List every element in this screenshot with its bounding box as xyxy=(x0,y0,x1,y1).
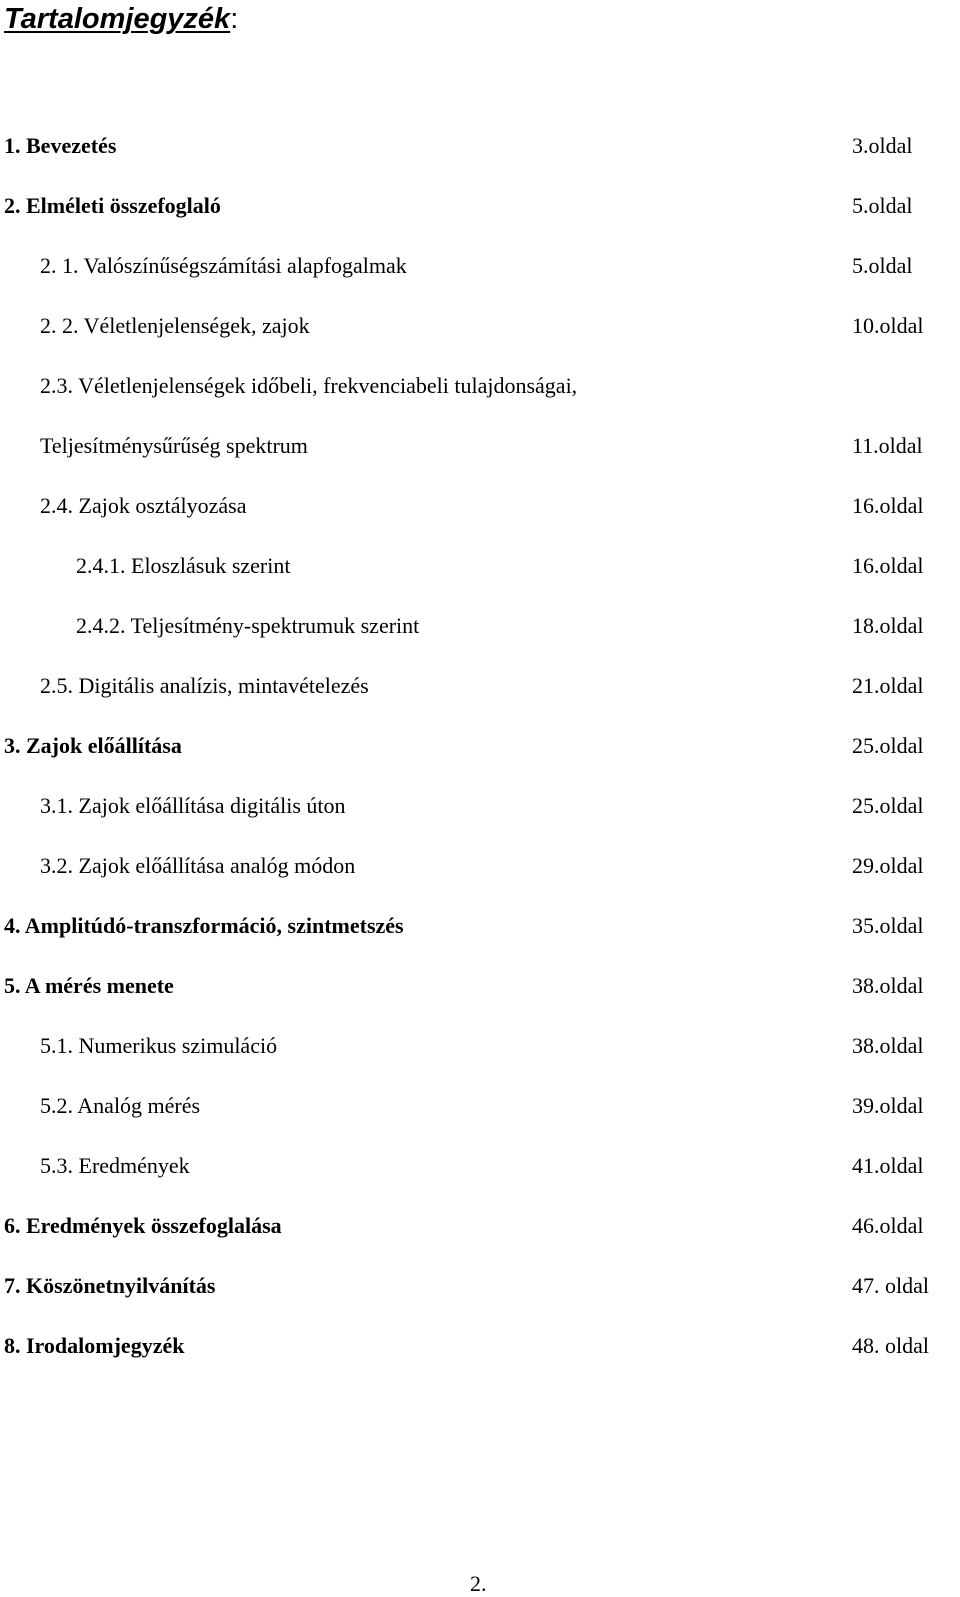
title-colon: : xyxy=(230,3,239,35)
toc-entry-title: 5.2. Analóg mérés xyxy=(40,1093,201,1118)
toc-entry-title: 5. A mérés menete xyxy=(4,973,174,998)
toc-entry-title: 3.2. Zajok előállítása analóg módon xyxy=(40,853,356,878)
toc-entry-5-3[interactable] xyxy=(0,1151,960,1181)
toc-entry-title: 7. Köszönetnyilvánítás xyxy=(4,1273,216,1298)
toc-entry-title: 2.3. Véletlenjelenségek időbeli, frekvenciabeli tulajdonságai, xyxy=(40,373,578,398)
toc-entry-6[interactable] xyxy=(0,1211,960,1241)
toc-entry-title: 3.1. Zajok előállítása digitális úton xyxy=(40,793,346,818)
toc-entry-title: 5.1. Numerikus szimuláció xyxy=(40,1033,278,1058)
toc-entry-page: 39.oldal xyxy=(852,1093,924,1118)
toc-entry-title: 3. Zajok előállítása xyxy=(4,733,182,758)
toc-entry-5[interactable] xyxy=(0,971,960,1001)
toc-entry-2-1[interactable] xyxy=(0,251,960,281)
toc-entry-3-1[interactable] xyxy=(0,791,960,821)
toc-entry-title: 4. Amplitúdó-transzformáció, szintmetszés xyxy=(4,913,404,938)
toc-entry-title: 2.5. Digitális analízis, mintavételezés xyxy=(40,673,369,698)
toc-entry-2-4[interactable] xyxy=(0,491,960,521)
toc-entry-page: 48. oldal xyxy=(852,1333,929,1358)
toc-entry-title: 2.4. Zajok osztályozása xyxy=(40,493,247,518)
toc-entry-page: 3.oldal xyxy=(852,133,913,158)
toc-entry-4[interactable] xyxy=(0,911,960,941)
toc-entry-5-1[interactable] xyxy=(0,1031,960,1061)
toc-entry-page: 35.oldal xyxy=(852,913,924,938)
toc-entry-page: 11.oldal xyxy=(852,433,923,458)
toc-entry-5-2[interactable] xyxy=(0,1091,960,1121)
toc-entry-title: 1. Bevezetés xyxy=(4,133,117,158)
toc-entry-title: 5.3. Eredmények xyxy=(40,1153,190,1178)
toc-entry-page: 47. oldal xyxy=(852,1273,929,1298)
toc-entry-page: 5.oldal xyxy=(852,193,913,218)
toc-entry-2-3[interactable] xyxy=(0,371,960,401)
page-number: 2. xyxy=(470,1571,487,1596)
toc-entry-2-2[interactable] xyxy=(0,311,960,341)
toc-entry-1[interactable] xyxy=(0,131,960,161)
toc-entry-title: 2.4.2. Teljesítmény-spektrumuk szerint xyxy=(76,613,420,638)
toc-entry-page: 38.oldal xyxy=(852,1033,924,1058)
toc-entry-7[interactable] xyxy=(0,1271,960,1301)
toc-entry-page: 16.oldal xyxy=(852,493,924,518)
toc-entry-page: 16.oldal xyxy=(852,553,924,578)
toc-entry-2[interactable] xyxy=(0,191,960,221)
toc-entry-page: 41.oldal xyxy=(852,1153,924,1178)
title-text: Tartalomjegyzék xyxy=(4,3,231,35)
toc-entry-page: 5.oldal xyxy=(852,253,913,278)
toc-entry-8[interactable] xyxy=(0,1331,960,1361)
toc-entry-title: 2. 1. Valószínűségszámítási alapfogalmak xyxy=(40,253,407,278)
toc-entry-3[interactable] xyxy=(0,731,960,761)
toc-entry-page: 18.oldal xyxy=(852,613,924,638)
toc-entry-2-4-1[interactable] xyxy=(0,551,960,581)
toc-entry-2-5[interactable] xyxy=(0,671,960,701)
toc-entry-page: 46.oldal xyxy=(852,1213,924,1238)
toc-entry-title: Teljesítménysűrűség spektrum xyxy=(40,433,308,458)
toc-entry-2-4-2[interactable] xyxy=(0,611,960,641)
toc-entry-page: 10.oldal xyxy=(852,313,924,338)
toc-entry-3-2[interactable] xyxy=(0,851,960,881)
toc-entry-page: 38.oldal xyxy=(852,973,924,998)
toc-entry-2-3-cont[interactable] xyxy=(0,431,960,461)
toc-entry-page: 25.oldal xyxy=(852,733,924,758)
toc-entry-page: 29.oldal xyxy=(852,853,924,878)
toc-entry-title: 6. Eredmények összefoglalása xyxy=(4,1213,282,1238)
toc-entry-title: 2. 2. Véletlenjelenségek, zajok xyxy=(40,313,310,338)
toc-entry-page: 21.oldal xyxy=(852,673,924,698)
toc-entry-title: 2. Elméleti összefoglaló xyxy=(4,193,221,218)
page-title xyxy=(4,0,238,38)
toc-entry-title: 2.4.1. Eloszlásuk szerint xyxy=(76,553,291,578)
toc-entry-title: 8. Irodalomjegyzék xyxy=(4,1333,185,1358)
toc-entry-page: 25.oldal xyxy=(852,793,924,818)
